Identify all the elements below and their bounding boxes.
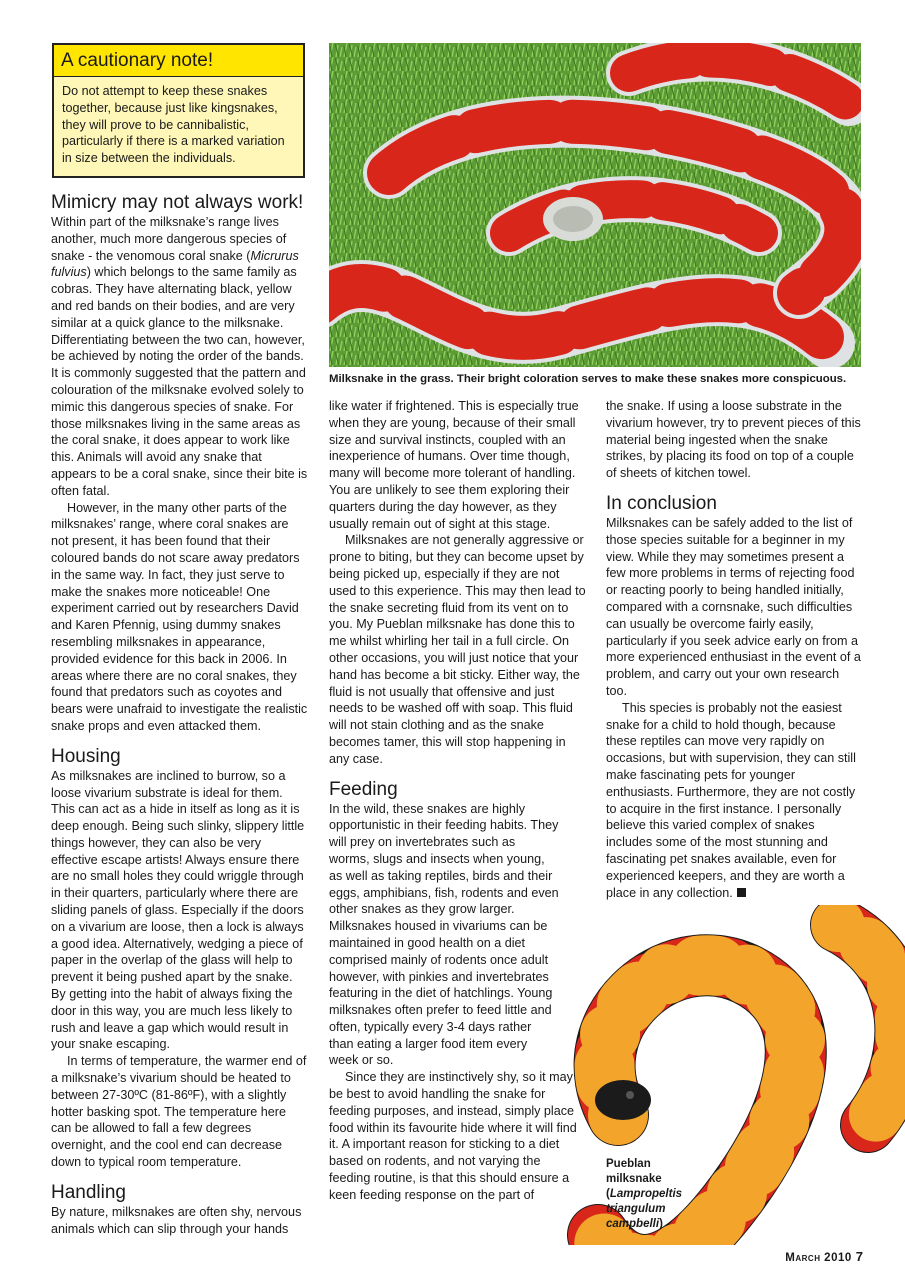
caution-text: Do not attempt to keep these snakes together, because just like kingsnakes, they will prove to be cannibalistic, particularly if there is a marked variation in size between the individuals. (62, 84, 285, 166)
feeding-heading: Feeding (329, 778, 398, 800)
column-1 (51, 192, 309, 1237)
caution-box (52, 43, 305, 178)
handling-heading: Handling (51, 1181, 126, 1203)
issue-date: March 2010 (785, 1252, 852, 1264)
end-mark-icon (737, 888, 746, 897)
conclusion-heading: In conclusion (606, 492, 717, 514)
mimicry-paragraph-2: However, in the many other parts of the milksnakes’ range, where coral snakes are not present, it has been found that their coloured bands do not scare away predators in the same way. In fact, they just serve to make the snakes more noticeable! One experiment carried out by researchers David and Karen Pfennig, using dummy snakes resembling milksnakes in appearance, provided evidence for this back in 2006. In areas where there are no coral snakes, they found that predators such as coyotes and bears were unafraid to investigate the realistic snake props and even attacked them. (51, 500, 308, 733)
pueblan-milksnake-photo (498, 905, 905, 1245)
mimicry-paragraph-1: Within part of the milksnake’s range lives another, much more dangerous species of snake - the venomous coral snake (Micrurus fulvius) which belongs to the same family as cobras. They have alternating black, yellow and red bands on their bodies, and are very similar at a quick glance to the milksnake. Differentiating between the two can, however, be achieved by noting the order of the bands. It is commonly suggested that the pattern and colouration of the milksnake evolved solely to mimic this dangerous species of snake. For those milksnakes living in the same areas as the coral snake, it does appear to work like this. Animals will avoid any snake that appears to be a coral snake, since their bite is often fatal. (51, 215, 308, 498)
page-footer (785, 1249, 863, 1264)
housing-heading: Housing (51, 745, 121, 767)
housing-paragraph-2: In terms of temperature, the warmer end of a milksnake’s vivarium should be heated to between 27-30ºC (81-86ºF), with a slightly hotter basking spot. The temperature here can be allowed to fall a few degrees overnight, and the cool end can decrease down to typical room temperature. (51, 1054, 307, 1170)
milksnake-grass-photo (329, 43, 861, 367)
mimicry-heading: Mimicry may not always work! (51, 192, 304, 213)
housing-paragraph-1: As milksnakes are inclined to burrow, so a loose vivarium substrate is ideal for them. This can act as a hide in itself as long as it is deep enough. Being such slinky, slippery little things however, they can also be very effective escape artists! Always ensure there are no small holes they could wriggle through in their quarters, particularly where there are sliding panels of glass. Especially if the doors on a vivarium are loose, then a lock is always a good idea. Alternatively, wedging a piece of paper in the overlap of the glass will help to prevent it being pushed apart by the snake. By getting into the habit of always fixing the door in this way, you are much less likely to rush and leave a gap which would result in your snake escaping. (51, 768, 305, 1052)
photo2-caption: Pueblan milksnake (Lampropeltis triangulum campbelli) (606, 1158, 683, 1230)
page-number: 7 (855, 1249, 863, 1264)
feeding-paragraph-2: Since they are instinctively shy, so it may be best to avoid handling the snake for feeding purposes, and instead, simply place food within its favourite hide where it will find it. A important reason for sticking to a diet based on rodents, and not varying the feeding routine, is that this should ensure a keen feeding response on the part of (329, 1070, 577, 1202)
handling-paragraph-1: By nature, milksnakes are often shy, nervous animals which can slip through your hands (51, 1204, 302, 1236)
caution-title: A cautionary note! (54, 45, 303, 77)
snake-head-pueblan (595, 1080, 651, 1120)
photo1-caption: Milksnake in the grass. Their bright coloration serves to make these snakes more conspicuous. (329, 373, 847, 385)
handling-paragraph-2: Milksnakes are not generally aggressive or prone to biting, but they can become upset by being picked up, especially if they are not used to this experience. This may then lead to the snake secreting fluid from its vent on to you. My Pueblan milksnake has done this to me whilst whirling her tail in a full circle. On other occasions, you will just notice that your hand has become a bit sticky. Either way, the fluid is not usually that offensive and just needs to be washed off with soap. This fluid will not stain clothing and as the snake becomes tamer, this will stop happening in any case. (329, 533, 586, 766)
conclusion-paragraph-2: This species is probably not the easiest snake for a child to hold though, because these reptiles can move very rapidly on occasions, but with supervision, they can still make fascinating pets for younger enthusiasts. Furthermore, they are not costly to acquire in the first instance. I personally believe this varied complex of snakes includes some of the most stunning and fascinating pet snakes available, even for experienced keepers, and they are worth a place in any collection. (606, 700, 856, 900)
handling-paragraph-1-cont: like water if frightened. This is especially true when they are young, because of their small size and survival instincts, coupled with an inexperience of humans. Over time though, many will become more tolerant of handling. You are unlikely to see them exploring their quarters during the day however, as they usually remain out of sight at this stage. (329, 399, 579, 531)
feeding-paragraph-1: In the wild, these snakes are highly opportunistic in their feeding habits. They will prey on invertebrates such as worms, slugs and insects when young, as well as taking reptiles, birds and their eggs, amphibians, fish, rodents and even other snakes as they grow larger. Milksnakes housed in vivariums can be maintained in good health on a diet comprised mainly of rodents once adult however, with pinkies and invertebrates featuring in the diet of hatchlings. Young milksnakes often prefer to feed little and often, typically every 3-4 days rather than eating a larger food item every week or so. (329, 801, 559, 1068)
conclusion-paragraph-1: Milksnakes can be safely added to the list of those species suitable for a beginner in my view. While they may sometimes present a few more problems in terms of rejecting food or reacting poorly to being handled initially, compared with a cornsnake, such difficulties can usually be overcome fairly easily, particularly if you seek advice early on from a more experienced enthusiast in the event of a problem, and carry out your own research too. (606, 515, 861, 698)
feeding-paragraph-2-cont: the snake. If using a loose substrate in the vivarium however, try to prevent pieces of this material being ingested when the snake strikes, by placing its food on top of a couple of sheets of kitchen towel. (606, 399, 861, 481)
column-3 (606, 398, 862, 901)
